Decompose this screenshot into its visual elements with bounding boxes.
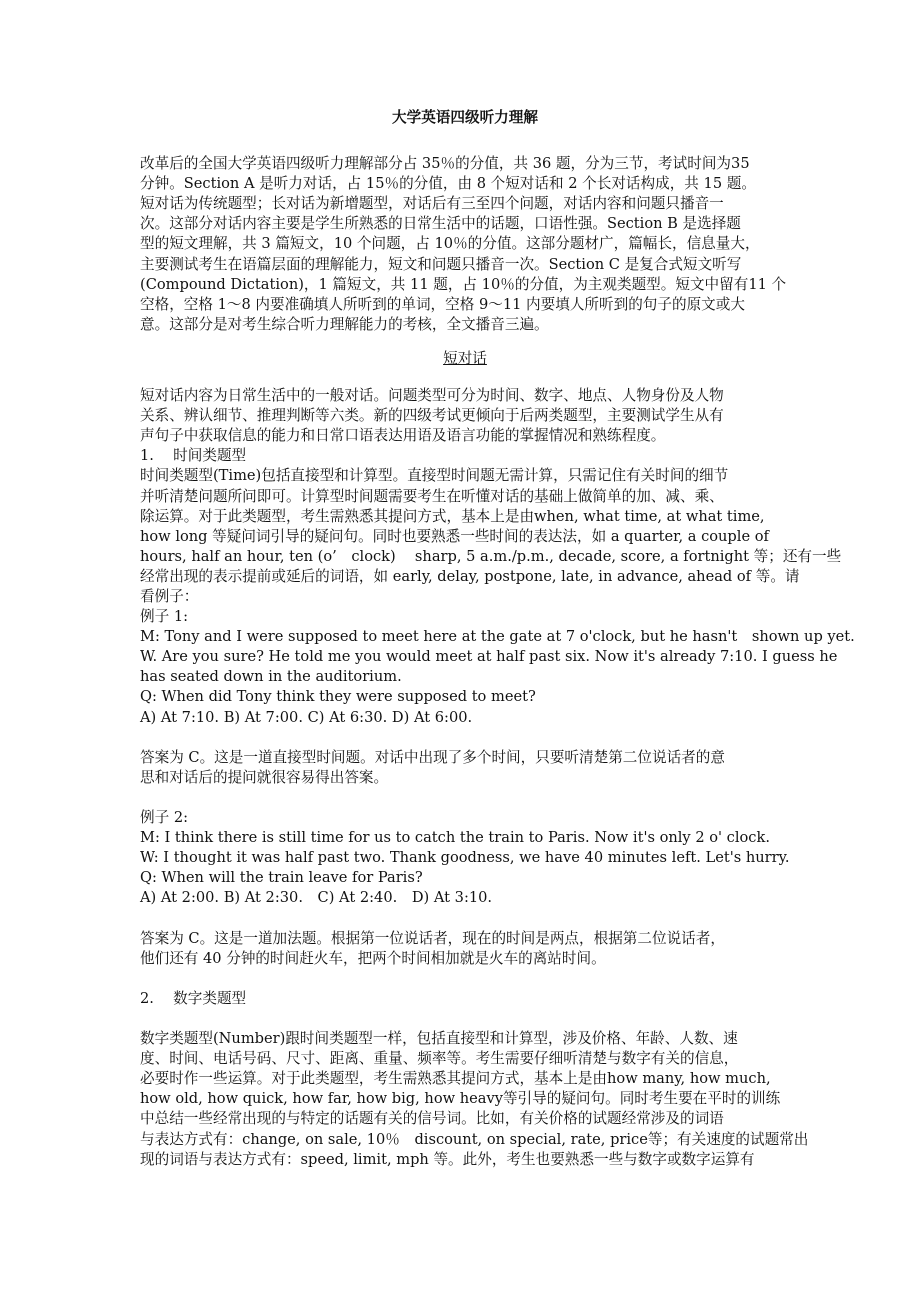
answer-line: 他们还有 40 分钟的时间赶火车，把两个时间相加就是火车的离站时间。 xyxy=(140,949,606,967)
text-line: 中总结一些经常出现的与特定的话题有关的信号词。比如，有关价格的试题经常涉及的词语 xyxy=(140,1110,724,1128)
text-line: 短对话为传统题型；长对话为新增题型，对话后有三至四个问题，对话内容和问题只播音一 xyxy=(140,195,724,213)
text-line: 空格，空格 1～8 内要准确填人所听到的单词，空格 9～11 内要填人所听到的句子的原文或大 xyxy=(140,295,745,313)
text-line: 型的短文理解，共 3 篇短文，10 个问题，占 10％的分值。这部分题材广，篇幅长，信息量大， xyxy=(140,235,760,253)
example-label: 例子 2: xyxy=(140,809,189,826)
text-line: 分钟。Section A 是听力对话，占 15％的分值，由 8 个短对话和 2 个长对话构成，共 15 题。 xyxy=(140,175,756,193)
text-line: 度、时间、电话号码、尺寸、距离、重量、频率等。考生需要仔细听清楚与数字有关的信息， xyxy=(140,1050,739,1068)
example-1 xyxy=(140,607,855,788)
text-line: 必要时作一些运算。对于此类题型，考生需熟悉其提问方式，基本上是由how many, how much, xyxy=(140,1070,771,1088)
text-line: 次。这部分对话内容主要是学生所熟悉的日常生活中的话题，口语性强。Section B 是选择题 xyxy=(140,215,741,233)
answer-line: 答案为 C。这是一道加法题。根据第一位说话者，现在的时间是两点，根据第二位说话者， xyxy=(140,929,725,947)
text-line: 除运算。对于此类题型，考生需熟悉其提问方式，基本上是由when, what time, at what time, xyxy=(140,507,765,525)
dialogue-line: W: I thought it was half past two. Thank goodness, we have 40 minutes left. Let's hurry. xyxy=(140,849,790,867)
text-line: 改革后的全国大学英语四级听力理解部分占 35％的分值，共 36 题，分为三节，考试时间为35 xyxy=(140,155,750,173)
text-line: 关系、辨认细节、推理判断等六类。新的四级考试更倾向于后两类题型，主要测试学生从有 xyxy=(140,407,724,425)
text-line: 经常出现的表示提前或延后的词语，如 early, delay, postpone, late, in advance, ahead of 等。请 xyxy=(140,567,800,585)
answer-line: 答案为 C。这是一道直接型时间题。对话中出现了多个时间，只要听清楚第二位说话者的意 xyxy=(140,748,725,766)
dialogue-line: M: I think there is still time for us to catch the train to Paris. Now it's only 2 o' clock. xyxy=(140,829,770,847)
text-line: how old, how quick, how far, how big, how heavy等引导的疑问句。同时考生要在平时的训练 xyxy=(140,1090,781,1108)
text-line: 意。这部分是对考生综合听力理解能力的考核，全文播音三遍。 xyxy=(140,315,549,333)
answer-line: 思和对话后的提问就很容易得出答案。 xyxy=(140,768,389,786)
text-line: 数字类题型(Number)跟时间类题型一样，包括直接型和计算型，涉及价格、年龄、人数、速 xyxy=(140,1030,738,1048)
section-title: 短对话 xyxy=(443,349,487,367)
example-label: 例子 1: xyxy=(140,608,189,626)
question-line: Q: When did Tony think they were supposed to meet? xyxy=(140,688,536,706)
dialogue-line: W. Are you sure? He told me you would meet at half past six. Now it's already 7:10. I guess he xyxy=(140,648,838,666)
text-line: 并听清楚问题所问即可。计算型时间题需要考生在听懂对话的基础上做简单的加、减、乘、 xyxy=(140,487,724,505)
section-intro-paragraph xyxy=(140,386,790,446)
intro-paragraph xyxy=(140,154,790,335)
document-page xyxy=(140,108,855,1170)
heading-time-type: 1. 时间类题型 xyxy=(140,447,247,465)
options-line: A) At 2:00. B) At 2:30. C) At 2:40. D) At 3:10. xyxy=(140,889,493,907)
text-line: 看例子： xyxy=(140,587,199,605)
document-title: 大学英语四级听力理解 xyxy=(392,109,538,126)
dialogue-line: has seated down in the auditorium. xyxy=(140,668,402,686)
text-line: 与表达方式有：change, on sale, 10％ discount, on special, rate, price等；有关速度的试题常出 xyxy=(140,1130,809,1148)
heading-number-type: 2. 数字类题型 xyxy=(140,989,247,1007)
options-line: A) At 7:10. B) At 7:00. C) At 6:30. D) At 6:00. xyxy=(140,708,473,726)
dialogue-line: M: Tony and I were supposed to meet here at the gate at 7 o'clock, but he hasn't shown up yet. xyxy=(140,628,855,646)
text-line: 现的词语与表达方式有：speed, limit, mph 等。此外，考生也要熟悉一些与数字或数字运算有 xyxy=(140,1150,755,1168)
number-description-paragraph xyxy=(140,1029,809,1170)
text-line: 声句子中获取信息的能力和日常口语表达用语及语言功能的掌握情况和熟练程度。 xyxy=(140,427,666,445)
text-line: 短对话内容为日常生活中的一般对话。问题类型可分为时间、数字、地点、人物身份及人物 xyxy=(140,387,724,405)
text-line: hours, half an hour, ten (o’ clock) sharp, 5 a.m./p.m., decade, score, a fortnight 等；还有一些 xyxy=(140,547,842,565)
example-2 xyxy=(140,808,790,969)
text-line: (Compound Dictation)，1 篇短文，共 11 题，占 10％的分值，为主观类题型。短文中留有11 个 xyxy=(140,275,787,293)
text-line: 时间类题型(Time)包括直接型和计算型。直接型时间题无需计算，只需记住有关时间的细节 xyxy=(140,467,729,485)
time-description-paragraph xyxy=(140,466,842,607)
text-line: 主要测试考生在语篇层面的理解能力，短文和问题只播音一次。Section C 是复合式短文听写 xyxy=(140,255,742,273)
question-line: Q: When will the train leave for Paris? xyxy=(140,869,423,887)
text-line: how long 等疑问词引导的疑问句。同时也要熟悉一些时间的表达法，如 a quarter, a couple of xyxy=(140,527,769,545)
